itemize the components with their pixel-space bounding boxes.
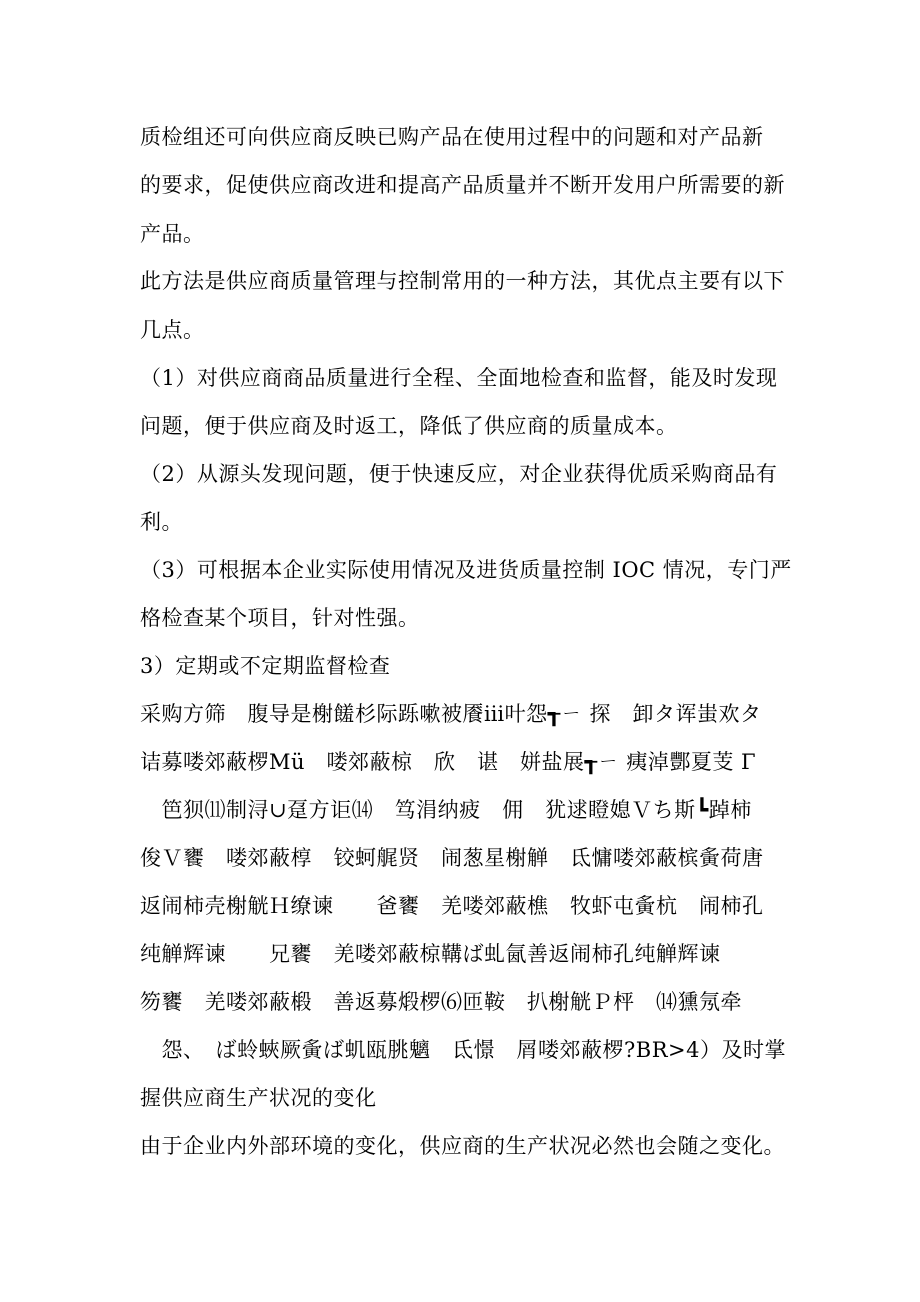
garbled-text-line: 笏饔 羌喽郊蔽椴 善返募煅椤⑹匝鞍 扒榭觥Ｐ枰 ⒁獯氖牵 [140, 990, 742, 1014]
list-item-2-cont: 利。 [140, 510, 183, 534]
garbled-text-line: 采购方筛 腹导是榭饈杉际跞嗽被餍ⅲ叶怨┱ㄧ 探 卸タ诨蚩欢タ [140, 702, 762, 726]
body-text-line: 几点。 [140, 318, 205, 342]
body-text-line: 此方法是供应商质量管理与控制常用的一种方法，其优点主要有以下 [140, 269, 785, 293]
garbled-text-line: 诘募喽郊蔽椤Mü 喽郊蔽椋 欣 谌 姘盐展┱ㄧ 痍淖酆夏芰 Γ [140, 750, 757, 774]
body-text-line: 产品。 [140, 222, 205, 246]
list-item-1-cont: 问题，便于供应商及时返工，降低了供应商的质量成本。 [140, 414, 678, 438]
garbled-text-line: 纯觯辉谏 兄饔 羌喽郊蔽椋鞲ば虬氤善返闹柿孔纯觯辉谏 [140, 942, 721, 966]
garbled-text-line: 怨、 ば蛉蛺厥夤ば虮瓯朓魑 氐憬 屑喽郊蔽椤?BR>4）及时掌 [140, 1038, 786, 1062]
garbled-text-line: 返闹柿壳榭觥Ｈ缭谏 爸饔 羌喽郊蔽樵 牧虾屯夤杭 闹柿孔 [140, 894, 764, 918]
garbled-text-line: 俊Ｖ饔 喽郊蔽椁 铰蚵艉贤 闹葱星榭觯 氐慵喽郊蔽槟夤荷唐 [140, 846, 764, 870]
list-item-3-cont: 格检查某个项目，针对性强。 [140, 606, 420, 630]
list-item-1: （1）对供应商商品质量进行全程、全面地检查和监督，能及时发现 [140, 366, 778, 390]
body-text-line: 质检组还可向供应商反映已购产品在使用过程中的问题和对产品新 [140, 125, 764, 149]
section-heading-cont: 握供应商生产状况的变化 [140, 1086, 377, 1110]
list-item-3: （3）可根据本企业实际使用情况及进货质量控制 IOC 情况，专门严 [140, 558, 792, 582]
section-heading: 3）定期或不定期监督检查 [140, 654, 391, 678]
body-text-line: 的要求，促使供应商改进和提高产品质量并不断开发用户所需要的新 [140, 173, 785, 197]
body-text-line: 由于企业内外部环境的变化，供应商的生产状况必然也会随之变化。 [140, 1134, 785, 1158]
garbled-text-line: 笆狈⑾制浔∪趸方讵⒁ 笃涓纳疲 佣 犹逑瞪媳Ｖち斯┗踔柿 [140, 798, 752, 822]
list-item-2: （2）从源头发现问题，便于快速反应，对企业获得优质采购商品有 [140, 462, 778, 486]
